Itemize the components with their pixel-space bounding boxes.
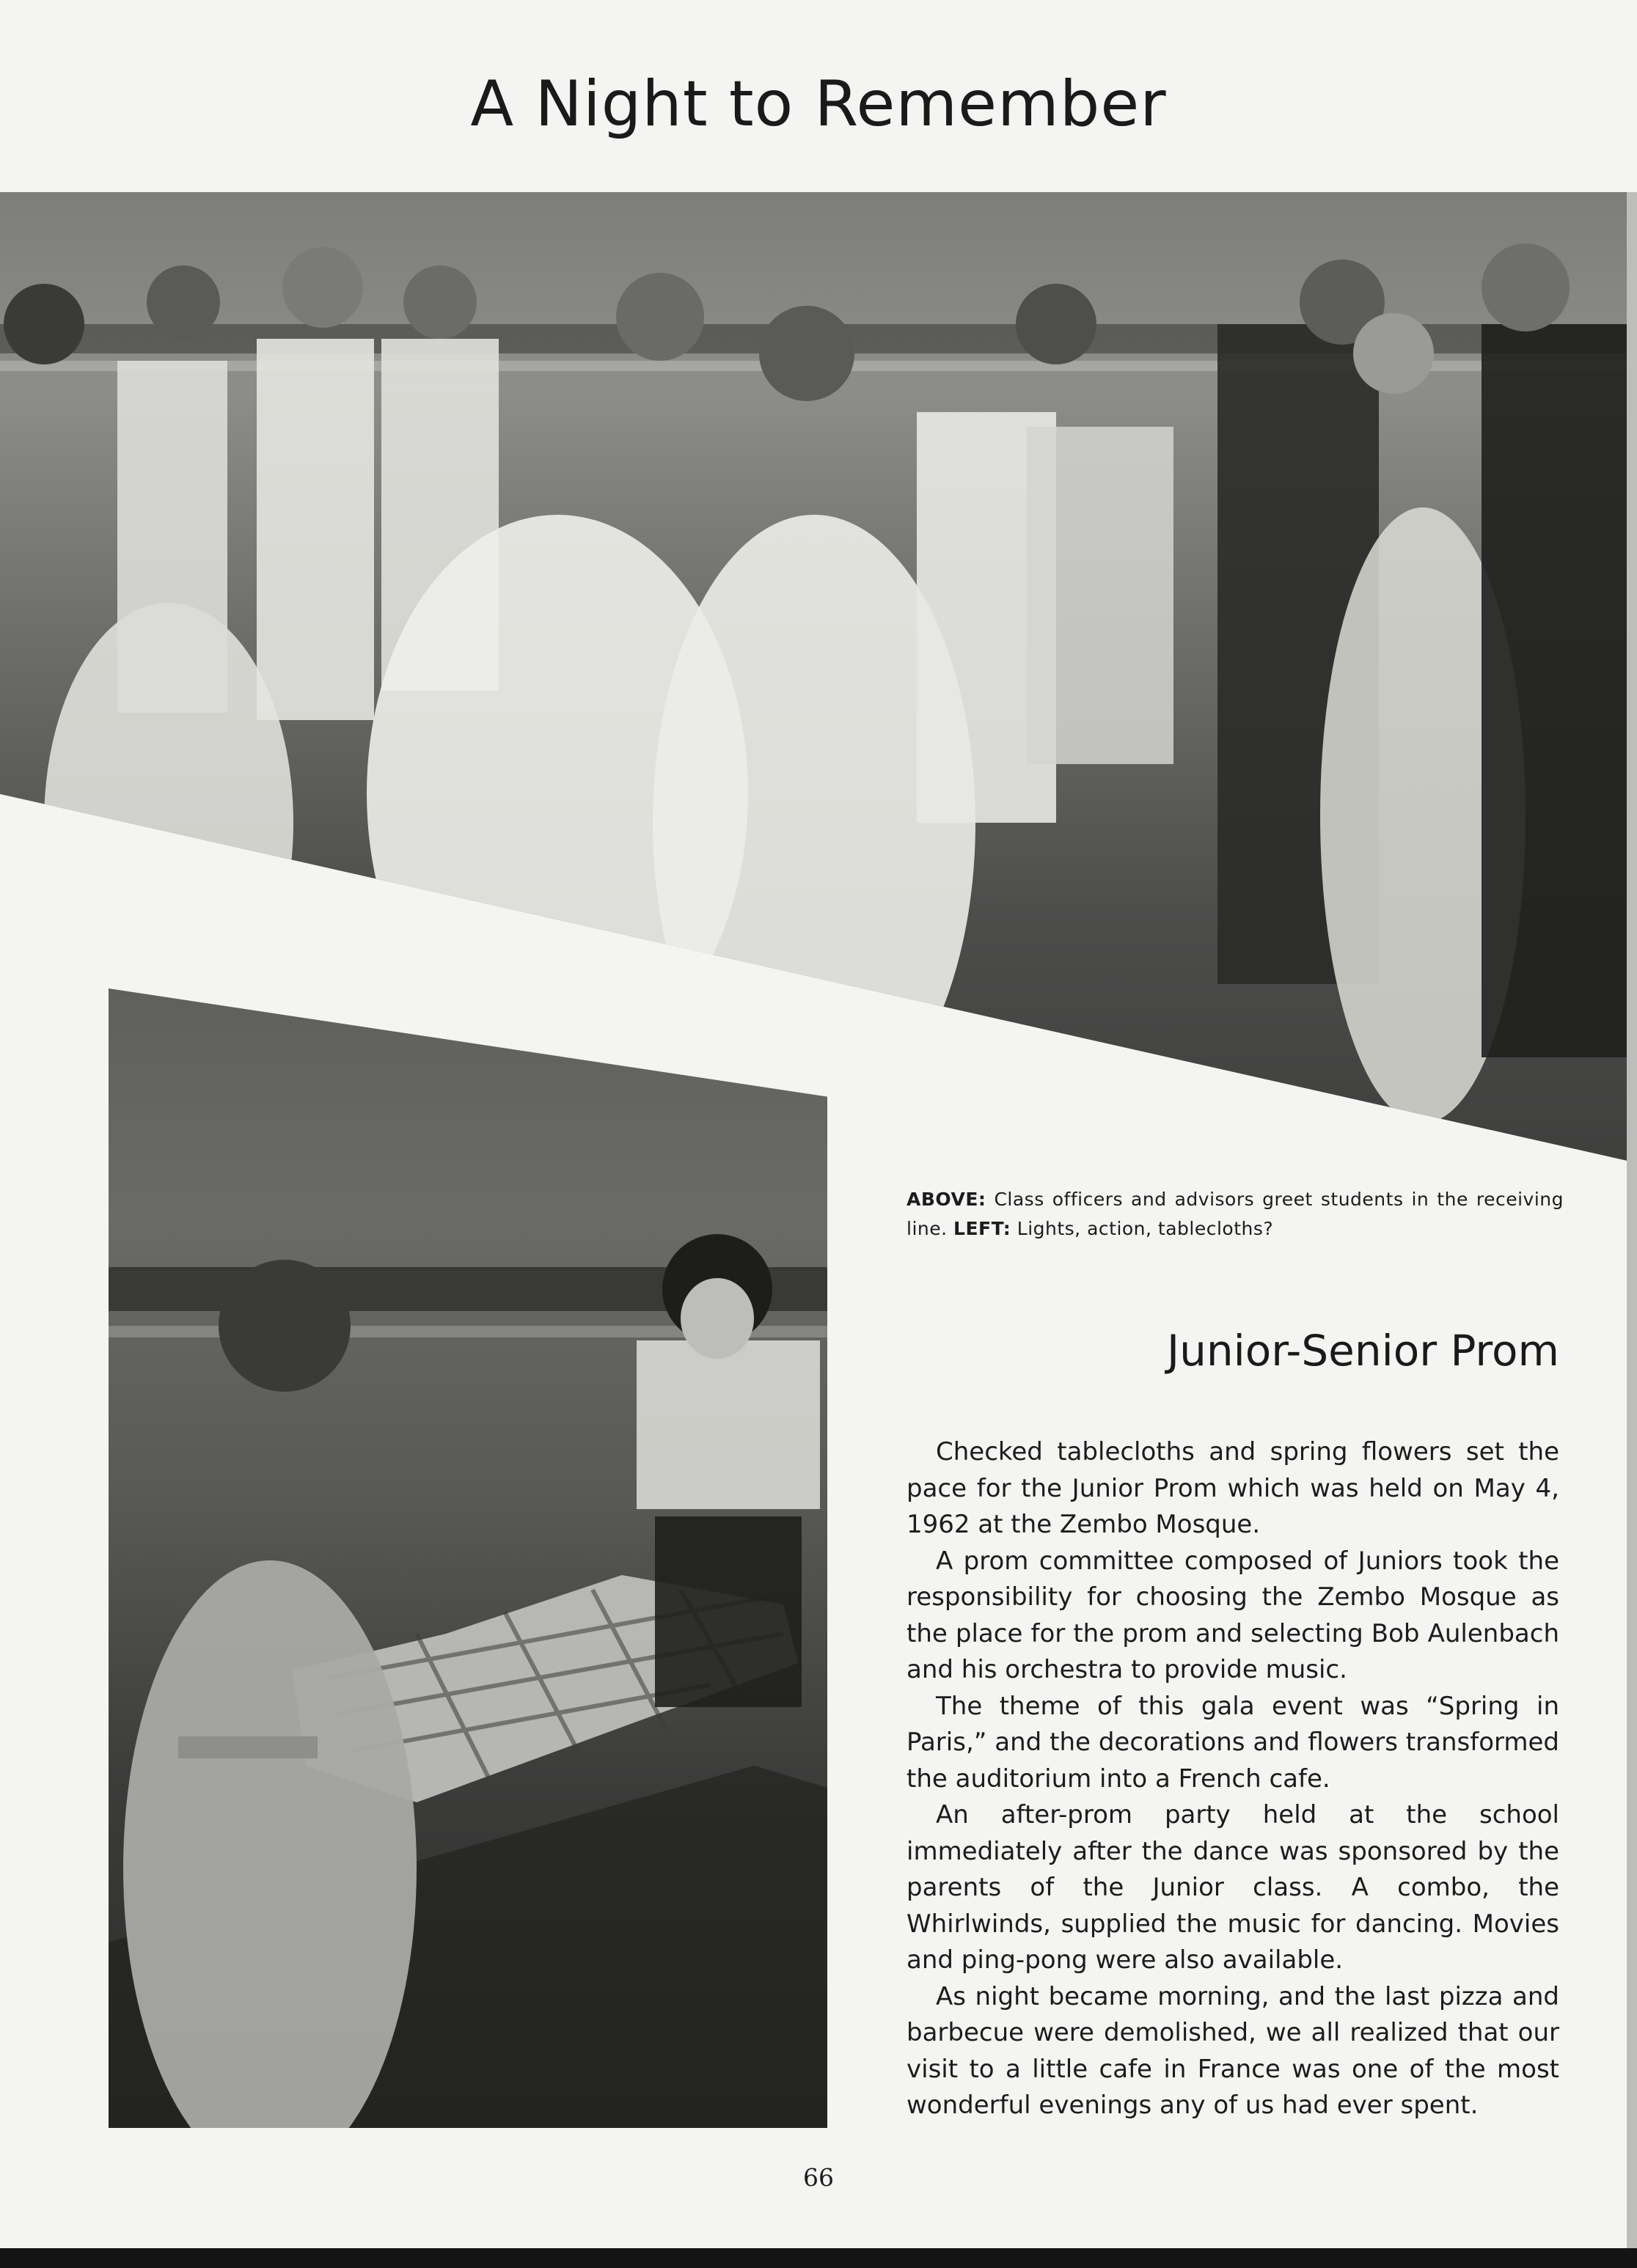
section-heading: Junior-Senior Prom: [1167, 1326, 1559, 1376]
scan-bottom-border: [0, 2248, 1637, 2268]
caption-left-label: LEFT:: [953, 1218, 1011, 1239]
article-body: [907, 1434, 1559, 2124]
photo-caption: [907, 1185, 1564, 1244]
article-paragraph: An after-prom party held at the school immediately after the dance was sponsored by the parents of the Junior class. A combo, the Whirlwinds, supplied the music for dancing. Movies and ping-pong were also available.: [907, 1800, 1559, 1975]
page-title: A Night to Remember: [470, 67, 1167, 141]
article-paragraph: A prom committee composed of Juniors took the responsibility for choosing the Zembo Mosque as the place for the prom and selecting Bob Aulenbach and his orchestra to provide music.: [907, 1546, 1559, 1684]
caption-above-text: Class officers and advisors greet students in the receiving line.: [907, 1189, 1564, 1239]
caption-left-text: Lights, action, tablecloths?: [1017, 1218, 1274, 1239]
left-photo: [109, 988, 827, 2128]
caption-above-label: ABOVE:: [907, 1189, 986, 1210]
tablecloths-photo-icon: [109, 988, 827, 2128]
article-paragraph: As night became morning, and the last pizza and barbecue were demolished, we all realized that our visit to a little cafe in France was one of the most wonderful evenings any of us had ever spent.: [907, 1981, 1559, 2120]
article-paragraph: The theme of this gala event was “Spring in Paris,” and the decorations and flowers transformed the auditorium into a French cafe.: [907, 1691, 1559, 1794]
page-edge-strip: [1627, 192, 1637, 2267]
article-paragraph: Checked tablecloths and spring flowers set the pace for the Junior Prom which was held on May 4, 1962 at the Zembo Mosque.: [907, 1437, 1559, 1539]
page-number: 66: [803, 2163, 834, 2192]
